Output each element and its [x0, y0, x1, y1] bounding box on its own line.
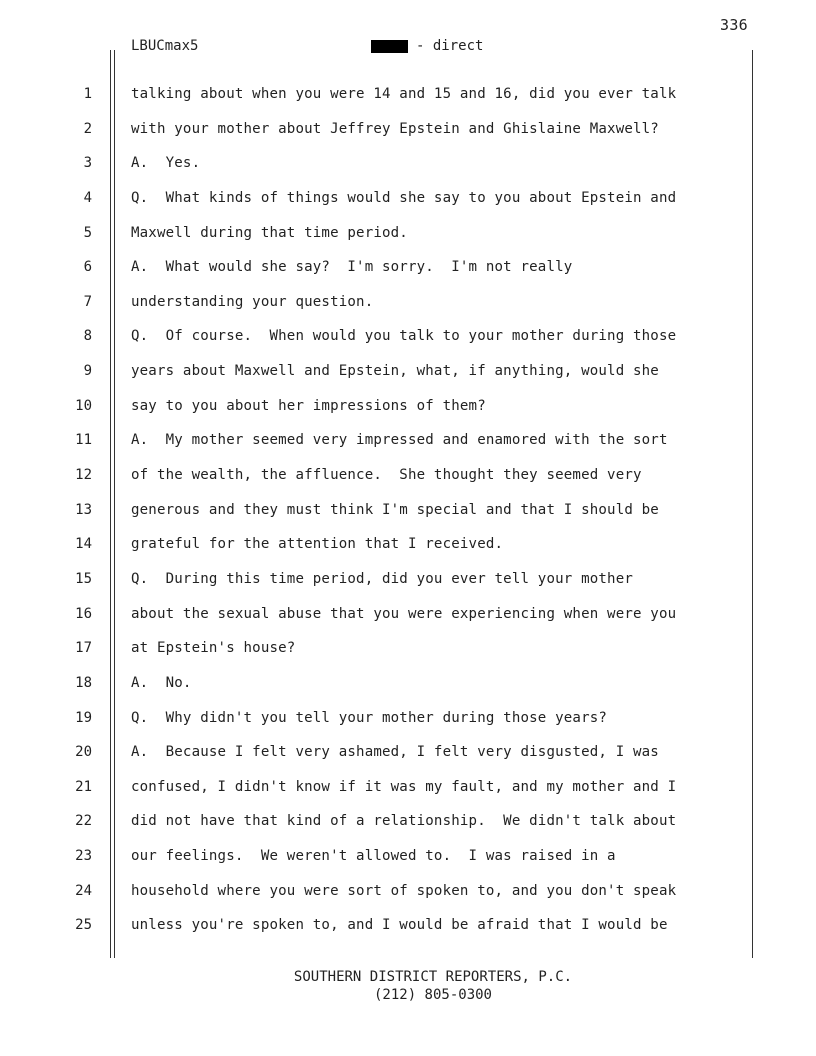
line-text: generous and they must think I'm special and that I should be	[131, 501, 659, 518]
transcript-line	[0, 597, 816, 632]
header-witness	[371, 38, 483, 54]
transcript-line	[0, 146, 816, 181]
transcript-line	[0, 804, 816, 839]
line-number: 13	[75, 501, 92, 518]
line-number: 21	[75, 778, 92, 795]
line-number: 4	[83, 189, 92, 206]
line-number: 15	[75, 570, 92, 587]
line-text: Q. During this time period, did you ever tell your mother	[131, 570, 633, 587]
line-number: 11	[75, 432, 92, 449]
transcript-line	[0, 839, 816, 874]
line-text: A. Yes.	[131, 155, 201, 172]
line-text: grateful for the attention that I received.	[131, 536, 504, 553]
line-number: 7	[83, 293, 92, 310]
transcript-line	[0, 112, 816, 147]
line-text: our feelings. We weren't allowed to. I was raised in a	[131, 848, 616, 865]
transcript-line	[0, 874, 816, 909]
redaction-block	[371, 40, 408, 53]
footer-reporter: SOUTHERN DISTRICT REPORTERS, P.C.	[293, 969, 573, 985]
line-text: say to you about her impressions of them?	[131, 397, 486, 414]
footer-phone: (212) 805-0300	[373, 987, 492, 1003]
transcript-line	[0, 181, 816, 216]
transcript-line	[0, 701, 816, 736]
transcript-line	[0, 631, 816, 666]
line-number: 1	[83, 86, 92, 102]
footer	[0, 968, 816, 1004]
line-number: 9	[83, 363, 92, 380]
line-text: A. No.	[131, 674, 192, 691]
witness-suffix: - direct	[416, 38, 484, 54]
line-text: at Epstein's house?	[131, 640, 296, 657]
transcript-line	[0, 527, 816, 562]
line-text: Q. Why didn't you tell your mother during those years?	[131, 709, 608, 726]
line-number: 14	[75, 536, 92, 553]
transcript-line	[0, 354, 816, 389]
line-text: did not have that kind of a relationship. We didn't talk about	[131, 813, 677, 830]
transcript-body	[0, 77, 816, 943]
line-text: understanding your question.	[131, 293, 374, 310]
transcript-line	[0, 423, 816, 458]
line-number: 20	[75, 744, 92, 761]
transcript-line	[0, 908, 816, 943]
line-text: Maxwell during that time period.	[131, 224, 408, 241]
case-code: LBUCmax5	[131, 38, 199, 54]
line-text: with your mother about Jeffrey Epstein and Ghislaine Maxwell?	[131, 120, 659, 137]
line-number: 16	[75, 605, 92, 622]
line-text: talking about when you were 14 and 15 and 16, did you ever talk	[131, 86, 677, 102]
line-number: 8	[83, 328, 92, 345]
line-text: Q. Of course. When would you talk to your mother during those	[131, 328, 677, 345]
line-number: 23	[75, 848, 92, 865]
line-number: 19	[75, 709, 92, 726]
line-text: about the sexual abuse that you were experiencing when were you	[131, 605, 677, 622]
transcript-line	[0, 389, 816, 424]
line-number: 2	[83, 120, 92, 137]
transcript-line	[0, 285, 816, 320]
line-number: 17	[75, 640, 92, 657]
transcript-line	[0, 216, 816, 251]
line-number: 10	[75, 397, 92, 414]
page-number: 336	[720, 16, 748, 34]
line-number: 6	[83, 259, 92, 276]
transcript-line	[0, 666, 816, 701]
line-text: Q. What kinds of things would she say to you about Epstein and	[131, 189, 677, 206]
line-text: confused, I didn't know if it was my fault, and my mother and I	[131, 778, 677, 795]
line-text: years about Maxwell and Epstein, what, if anything, would she	[131, 363, 659, 380]
line-number: 25	[75, 917, 92, 934]
transcript-line	[0, 458, 816, 493]
line-number: 24	[75, 882, 92, 899]
line-text: A. Because I felt very ashamed, I felt very disgusted, I was	[131, 744, 659, 761]
line-text: A. What would she say? I'm sorry. I'm not really	[131, 259, 573, 276]
line-number: 3	[83, 155, 92, 172]
transcript-line	[0, 77, 816, 112]
transcript-line	[0, 770, 816, 805]
line-text: A. My mother seemed very impressed and enamored with the sort	[131, 432, 668, 449]
line-number: 12	[75, 467, 92, 484]
line-text: household where you were sort of spoken to, and you don't speak	[131, 882, 677, 899]
line-text: of the wealth, the affluence. She thought they seemed very	[131, 467, 642, 484]
transcript-line	[0, 735, 816, 770]
transcript-line	[0, 562, 816, 597]
line-number: 18	[75, 674, 92, 691]
transcript-line	[0, 250, 816, 285]
line-number: 22	[75, 813, 92, 830]
transcript-line	[0, 319, 816, 354]
transcript-line	[0, 493, 816, 528]
line-number: 5	[83, 224, 92, 241]
line-text: unless you're spoken to, and I would be afraid that I would be	[131, 917, 668, 934]
